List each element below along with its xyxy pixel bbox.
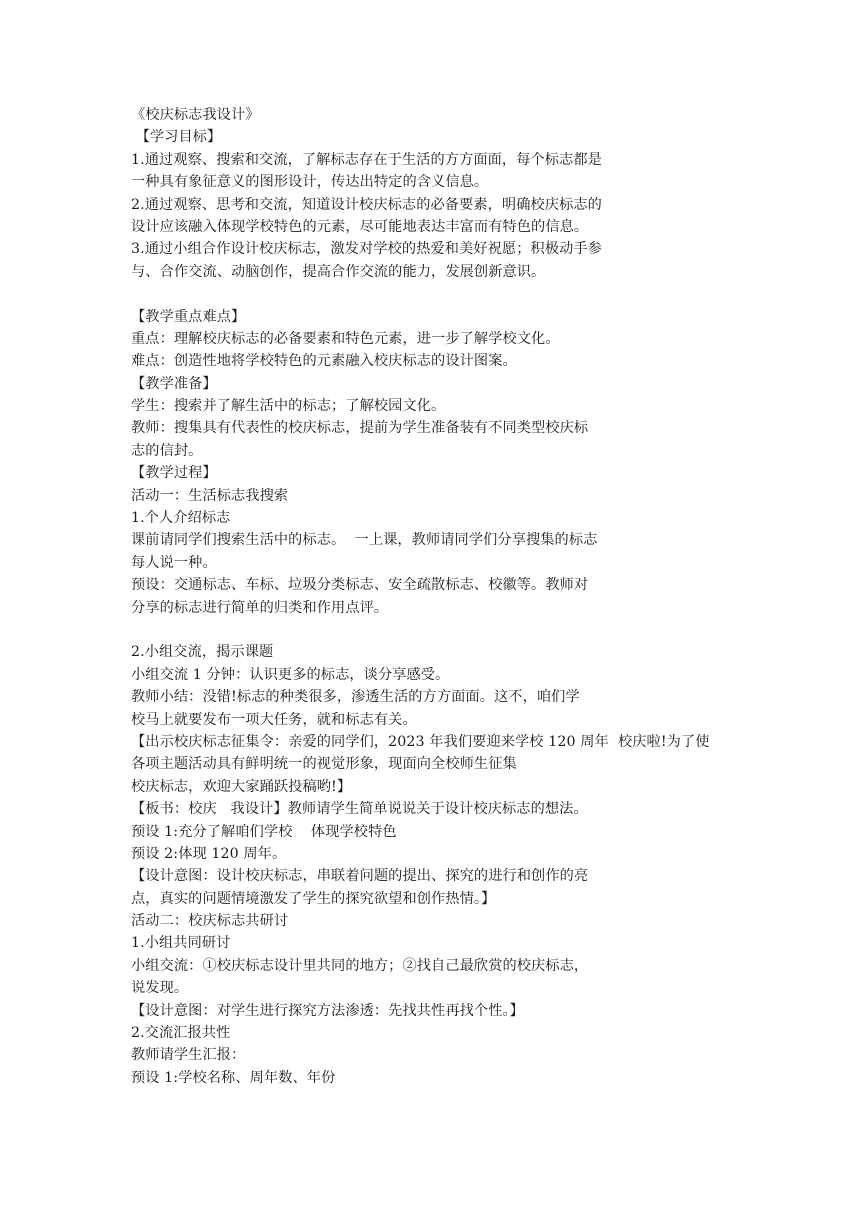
text-line: 3.通过小组合作设计校庆标志，激发对学校的热爱和美好祝愿；积极动手参 <box>131 241 602 258</box>
text-line: 说发现。 <box>131 980 189 997</box>
section-heading-goals: 【学习目标】 <box>131 129 222 146</box>
text-line: 预设 1:学校名称、周年数、年份 <box>131 1069 336 1086</box>
text-line: 一种具有象征意义的图形设计，传达出特定的含义信息。 <box>131 174 489 191</box>
text-line: 【设计意图：对学生进行探究方法渗透：先找共性再找个性。】 <box>131 1002 524 1019</box>
text-line: 课前请同学们搜索生活中的标志。 一上课，教师请同学们分享搜集的标志 <box>131 532 598 549</box>
text-line: 各项主题活动具有鲜明统一的视觉形象，现面向全校师生征集 <box>131 756 517 773</box>
document-body <box>131 104 710 1089</box>
text-line: 教师小结：没错!标志的种类很多，渗透生活的方方面面。这不，咱们学 <box>131 689 580 706</box>
text-line: 预设 1:充分了解咱们学校 体现学校特色 <box>131 823 397 840</box>
blank-line <box>131 283 651 305</box>
text-line: 分享的标志进行简单的归类和作用点评。 <box>131 599 389 616</box>
text-line: 设计应该融入体现学校特色的元素，尽可能地表达丰富而有特色的信息。 <box>131 218 589 235</box>
document-title: 《校庆标志我设计》 <box>131 107 260 123</box>
text-line: 【板书：校庆 我设计】教师请学生简单说说关于设计校庆标志的想法。 <box>131 801 588 818</box>
text-line: 志的信封。 <box>131 442 203 459</box>
section-heading-process: 【教学过程】 <box>131 465 217 482</box>
subsection-heading: 2.小组交流，揭示课题 <box>131 644 274 661</box>
text-line: 【设计意图：设计校庆标志，串联着问题的提出、探究的进行和创作的亮 <box>131 868 589 885</box>
blank-line <box>131 619 651 641</box>
text-line: 每人说一种。 <box>131 554 217 571</box>
subsection-heading: 1.小组共同研讨 <box>131 935 231 952</box>
section-heading-preparation: 【教学准备】 <box>131 375 217 392</box>
text-line: 预设 2:体现 120 周年。 <box>131 845 287 862</box>
text-line: 小组交流：①校庆标志设计里共同的地方；②找自己最欣赏的校庆标志， <box>131 957 589 974</box>
section-heading-key-points: 【教学重点难点】 <box>131 308 246 325</box>
text-line: 难点：创造性地将学校特色的元素融入校庆标志的设计图案。 <box>131 353 517 370</box>
subsection-heading: 1.个人介绍标志 <box>131 510 231 527</box>
text-line: 重点：理解校庆标志的必备要素和特色元素，进一步了解学校文化。 <box>131 330 560 347</box>
text-line: 【出示校庆标志征集令：亲爱的同学们，2023 年我们要迎来学校 120 周年 校庆啦!为了使 <box>131 733 710 750</box>
text-line: 点，真实的问题情境激发了学生的探究欲望和创作热情。】 <box>131 890 496 907</box>
text-line: 预设：交通标志、车标、垃圾分类标志、安全疏散标志、校徽等。教师对 <box>131 577 589 594</box>
activity-heading: 活动二：校庆标志共研讨 <box>131 913 289 930</box>
text-line: 教师：搜集具有代表性的校庆标志，提前为学生准备装有不同类型校庆标 <box>131 420 589 437</box>
text-line: 2.通过观察、思考和交流，知道设计校庆标志的必备要素，明确校庆标志的 <box>131 196 602 213</box>
text-line: 1.通过观察、搜索和交流，了解标志存在于生活的方方面面，每个标志都是 <box>131 151 602 168</box>
text-line: 教师请学生汇报： <box>131 1047 246 1064</box>
text-line: 校马上就要发布一项大任务，就和标志有关。 <box>131 711 417 728</box>
activity-heading: 活动一：生活标志我搜索 <box>131 487 289 504</box>
text-line: 校庆标志，欢迎大家踊跃投稿哟!】 <box>131 778 352 795</box>
subsection-heading: 2.交流汇报共性 <box>131 1025 231 1042</box>
text-line: 学生：搜索并了解生活中的标志；了解校园文化。 <box>131 398 446 415</box>
text-line: 小组交流 1 分钟：认识更多的标志，谈分享感受。 <box>131 666 450 683</box>
text-line: 与、合作交流、动脑创作，提高合作交流的能力，发展创新意识。 <box>131 263 546 280</box>
